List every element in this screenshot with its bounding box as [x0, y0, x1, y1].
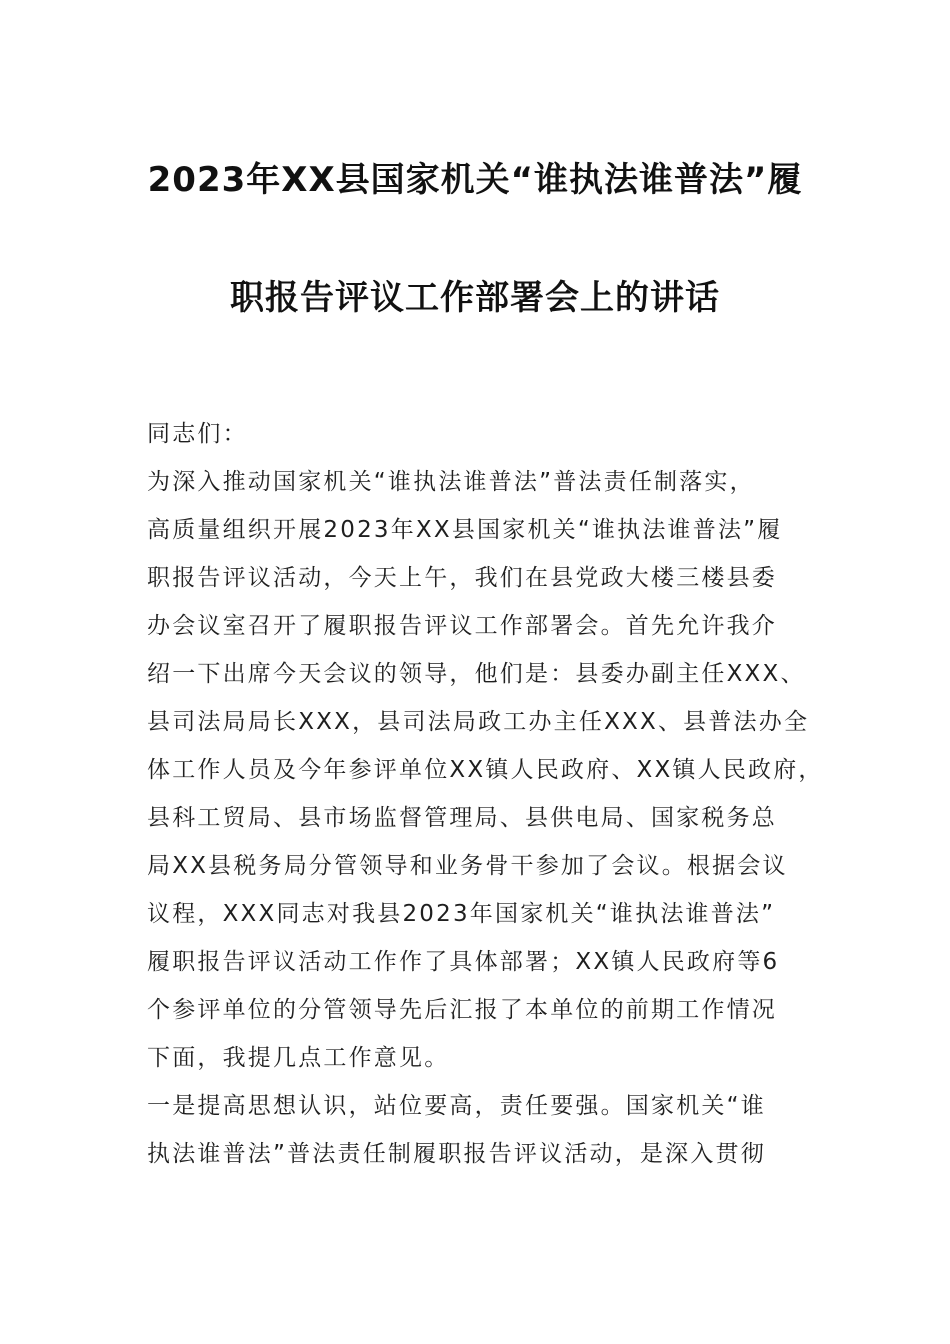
body-line-7: 体工作人员及今年参评单位XX镇人民政府、XX镇人民政府，	[147, 757, 824, 783]
document-title-line-1: 2023年XX县国家机关“谁执法谁普法”履	[147, 160, 803, 200]
body-line-14: 一是提高思想认识，站位要高，责任要强。国家机关“谁	[147, 1093, 766, 1119]
body-line-10: 议程，XXX同志对我县2023年国家机关“谁执法谁普法”	[147, 901, 776, 927]
document-title-line-2: 职报告评议工作部署会上的讲话	[230, 278, 720, 318]
body-line-9: 局XX县税务局分管领导和业务骨干参加了会议。根据会议	[147, 853, 788, 879]
body-line-3: 职报告评议活动，今天上午，我们在县党政大楼三楼县委	[147, 565, 777, 591]
body-line-15: 执法谁普法”普法责任制履职报告评议活动，是深入贯彻	[147, 1141, 766, 1167]
body-line-8: 县科工贸局、县市场监督管理局、县供电局、国家税务总	[147, 805, 777, 831]
salutation: 同志们：	[147, 421, 248, 447]
body-line-4: 办会议室召开了履职报告评议工作部署会。首先允许我介	[147, 613, 777, 639]
body-line-2: 高质量组织开展2023年XX县国家机关“谁执法谁普法”履	[147, 517, 783, 543]
body-line-11: 履职报告评议活动工作作了具体部署；XX镇人民政府等6	[147, 949, 780, 975]
body-line-6: 县司法局局长XXX，县司法局政工办主任XXX、县普法办全	[147, 709, 810, 735]
body-line-12: 个参评单位的分管领导先后汇报了本单位的前期工作情况	[147, 997, 777, 1023]
body-line-5: 绍一下出席今天会议的领导，他们是：县委办副主任XXX、	[147, 661, 806, 687]
body-line-1: 为深入推动国家机关“谁执法谁普法”普法责任制落实，	[147, 469, 755, 495]
body-line-13: 下面，我提几点工作意见。	[147, 1045, 450, 1071]
